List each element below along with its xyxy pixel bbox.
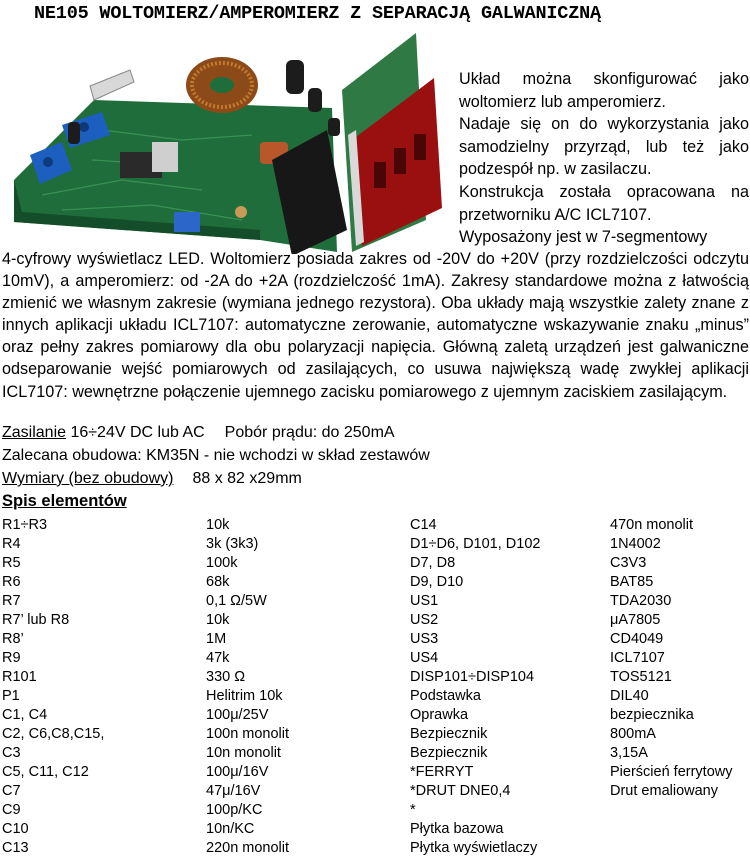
part-ref: C3 [2,745,21,761]
part-value: 3,15A [610,745,648,761]
part-ref: C1, C4 [2,707,48,723]
part-value: μA7805 [610,612,661,628]
part-ref: Bezpiecznik [410,745,488,761]
part-ref: *DRUT DNE0,4 [410,783,511,799]
part-value: 100μ/25V [206,707,269,723]
part-ref: C10 [2,821,29,837]
part-ref: D7, D8 [410,555,456,571]
part-value: 330 Ω [206,669,246,685]
part-value: 100μ/16V [206,764,269,780]
part-ref: Płytka wyświetlaczy [410,840,538,856]
power-label: Zasilanie [2,424,67,441]
part-ref: P1 [2,688,20,704]
pcb-photo [2,30,448,254]
part-ref: US2 [410,612,439,628]
parts-heading: Spis elementów [2,492,127,510]
dims-line [2,467,430,490]
part-value: 47μ/16V [206,783,261,799]
part-value: 10k [206,612,230,628]
part-value: Helitrim 10k [206,688,283,704]
part-value: TDA2030 [610,593,672,609]
dims-label: Wymiary (bez obudowy) [2,470,174,487]
part-ref: D9, D10 [410,574,464,590]
part-ref: R101 [2,669,37,685]
power-line [2,421,430,444]
part-ref: C7 [2,783,21,799]
case-value: KM35N - nie wchodzi w skład zestawów [141,447,430,464]
part-value: 1M [206,631,227,647]
part-ref: US4 [410,650,439,666]
part-ref: C9 [2,802,21,818]
part-ref: R6 [2,574,21,590]
part-value: 220n monolit [206,840,290,856]
part-value: 10k [206,517,230,533]
part-value: 100p/KC [206,802,263,818]
part-value: Drut emaliowany [610,783,718,799]
part-ref: Podstawka [410,688,481,704]
dims-value: 88 x 82 x29mm [192,470,302,487]
part-ref: Płytka bazowa [410,821,504,837]
case-label: Zalecana obudowa: [2,447,142,464]
part-value: ICL7107 [610,650,665,666]
part-ref: C5, C11, C12 [2,764,89,780]
part-ref: Bezpiecznik [410,726,488,742]
part-value: 68k [206,574,230,590]
part-ref: US1 [410,593,439,609]
current-label: Pobór prądu: [224,424,318,441]
part-ref: C2, C6,C8,C15, [2,726,105,742]
case-line [2,444,430,467]
intro-paragraph: Nadaje się on do wykorzystania jako samodzielny przyrząd, lub też jako podzespół np. w zasilaczu. [459,115,749,179]
part-value: 0,1 Ω/5W [206,593,267,609]
part-ref: R7’ lub R8 [2,612,70,628]
part-value: 100k [206,555,238,571]
part-ref: C14 [410,517,437,533]
part-value: bezpiecznika [610,707,694,723]
part-value: 3k (3k3) [206,536,259,552]
part-value: C3V3 [610,555,647,571]
part-value: CD4049 [610,631,664,647]
part-value: 47k [206,650,230,666]
part-value: 800mA [610,726,656,742]
description-paragraph: 4-cyfrowy wyświetlacz LED. Woltomierz posiada zakres od -20V do +20V (przy rozdzielczości odczytu 10mV), a amperomierz: od -2A do +2A (rozdzielczość 1mA). Zakresy standardowe można z łatwością zmienić we własnym zakresie (wymiana jednego rezystora). Oba układy mają wszystkie zalety znane z innych aplikacji układu ICL7107: automatyczne zerowanie, automatyczne wskazywanie znaku „minus” oraz pełny zakres pomiarowy dla obu polaryzacji napięcia. Główną zaletą urządzeń jest galwaniczne odseparowanie wejść pomiarowych od zasilających, co usuwa największą wadę zwykłej aplikacji ICL7107: wewnętrzne połączenie ujemnego zacisku pomiarowego z ujemnym zaciskiem zasilającym. [2,250,749,401]
part-value: DIL40 [610,688,649,704]
part-value: 1N4002 [610,536,661,552]
part-value: 470n monolit [610,517,694,533]
intro-paragraph: Konstrukcja została opracowana na przetworniku A/C ICL7107. [459,182,749,224]
part-ref: DISP101÷DISP104 [410,669,535,685]
part-value: Pierścień ferrytowy [610,764,733,780]
part-value: 10n monolit [206,745,281,761]
part-ref: Oprawka [410,707,469,723]
power-value: 16÷24V DC lub AC [66,424,205,441]
page-title: NE105 WOLTOMIERZ/AMPEROMIERZ Z SEPARACJĄ GALWANICZNĄ [34,3,601,24]
part-ref: R7 [2,593,21,609]
part-ref: *FERRYT [410,764,474,780]
intro-paragraph: Układ można skonfigurować jako woltomierz lub amperomierz. [459,70,749,111]
part-ref: R4 [2,536,21,552]
specs-block [2,421,430,490]
current-value: do 250mA [317,424,395,441]
part-ref: * [410,802,416,818]
part-ref: R8’ [2,631,24,647]
part-value: TOS5121 [610,669,672,685]
part-ref: C13 [2,840,29,856]
part-ref: D1÷D6, D101, D102 [410,536,541,552]
part-value: 100n monolit [206,726,290,742]
part-ref: R9 [2,650,21,666]
intro-paragraph: Wyposażony jest w 7-segmentowy [459,228,708,247]
part-value: BAT85 [610,574,654,590]
intro-text [459,68,749,249]
part-ref: R1÷R3 [2,517,48,533]
part-ref: US3 [410,631,439,647]
part-ref: R5 [2,555,21,571]
part-value: 10n/KC [206,821,255,837]
